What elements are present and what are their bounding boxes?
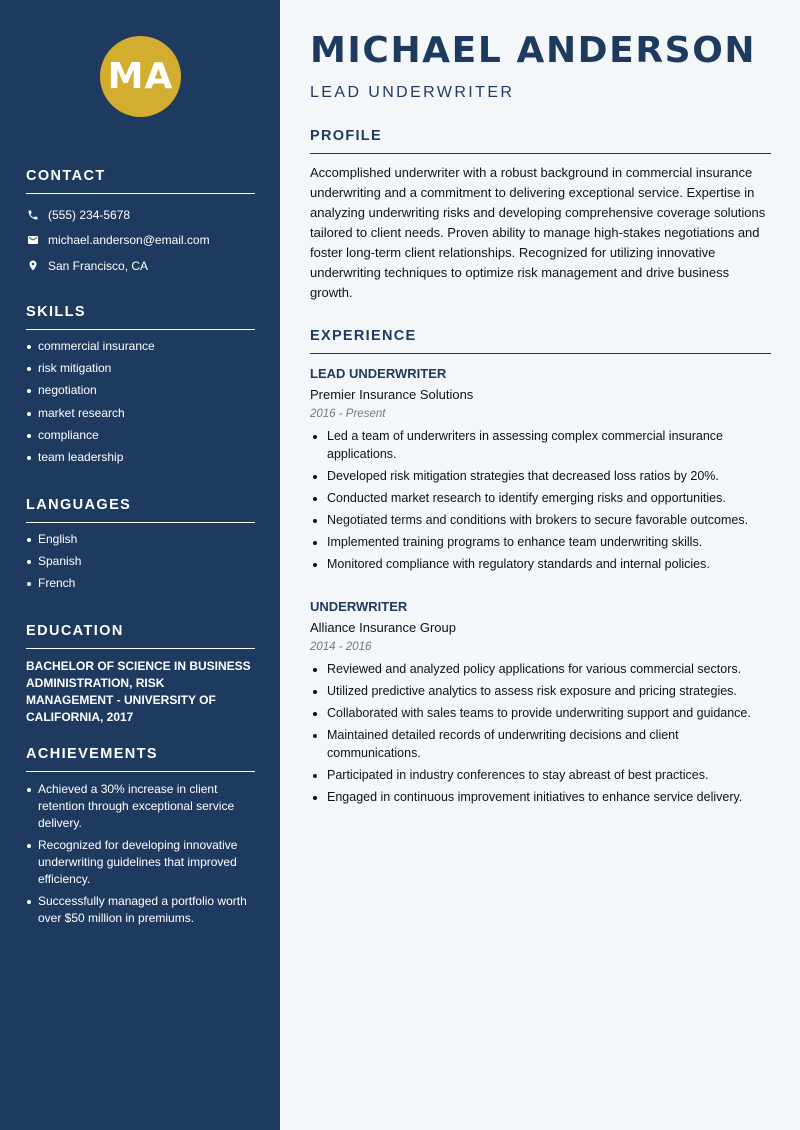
education-degree: BACHELOR OF SCIENCE IN BUSINESS ADMINISTRATION, RISK MANAGEMENT - UNIVERSITY OF CALIFORNIA, 2017: [26, 659, 251, 724]
languages-heading: LANGUAGES: [26, 497, 255, 523]
email-text: michael.anderson@email.com: [48, 233, 210, 248]
list-item: risk mitigation: [26, 360, 255, 377]
achievements-heading: ACHIEVEMENTS: [26, 746, 255, 772]
phone-icon: [26, 208, 40, 222]
sidebar: [0, 0, 280, 1130]
list-item: Monitored compliance with regulatory standards and internal policies.: [310, 556, 771, 574]
list-item: Engaged in continuous improvement initiatives to enhance service delivery.: [310, 789, 771, 807]
skills-heading: SKILLS: [26, 304, 255, 330]
list-item: compliance: [26, 427, 255, 444]
location-pin-icon: [26, 259, 40, 273]
skills-list: [26, 338, 255, 466]
contact-email: [26, 228, 255, 254]
candidate-title: LEAD UNDERWRITER: [310, 84, 515, 101]
skills-section: [26, 304, 255, 471]
job-title: UNDERWRITER: [310, 599, 408, 614]
list-item: Spanish: [26, 553, 255, 570]
profile-heading: PROFILE: [310, 128, 771, 154]
languages-list: [26, 531, 255, 592]
list-item: French: [26, 575, 255, 592]
job-bullets: [310, 661, 771, 806]
achievements-list: [26, 781, 255, 927]
contact-location: [26, 253, 255, 279]
achievements-section: [26, 746, 255, 933]
candidate-name: MICHAEL ANDERSON: [310, 30, 757, 71]
job-bullets: [310, 428, 771, 573]
email-icon: [26, 233, 40, 247]
contact-heading: CONTACT: [26, 168, 255, 194]
avatar: [100, 36, 181, 117]
list-item: English: [26, 531, 255, 548]
job-entry: [310, 599, 771, 811]
contact-list: [26, 202, 255, 279]
education-section: [26, 623, 255, 726]
list-item: Utilized predictive analytics to assess risk exposure and pricing strategies.: [310, 683, 771, 701]
list-item: Maintained detailed records of underwriting decisions and client communications.: [310, 727, 771, 762]
list-item: Negotiated terms and conditions with brokers to secure favorable outcomes.: [310, 512, 771, 530]
list-item: Implemented training programs to enhance team underwriting skills.: [310, 534, 771, 552]
list-item: Participated in industry conferences to stay abreast of best practices.: [310, 767, 771, 785]
experience-heading: EXPERIENCE: [310, 328, 771, 354]
list-item: Conducted market research to identify emerging risks and opportunities.: [310, 490, 771, 508]
contact-phone: [26, 202, 255, 228]
list-item: Reviewed and analyzed policy applications for various commercial sectors.: [310, 661, 771, 679]
list-item: Led a team of underwriters in assessing complex commercial insurance applications.: [310, 428, 771, 463]
education-heading: EDUCATION: [26, 623, 255, 649]
phone-text: (555) 234-5678: [48, 207, 131, 222]
list-item: Collaborated with sales teams to provide underwriting support and guidance.: [310, 705, 771, 723]
job-company: Premier Insurance Solutions: [310, 387, 474, 402]
contact-section: [26, 168, 255, 279]
avatar-initials: MA: [107, 56, 174, 97]
job-title: LEAD UNDERWRITER: [310, 366, 447, 381]
list-item: Recognized for developing innovative underwriting guidelines that improved efficiency.: [26, 837, 255, 888]
job-dates: 2016 - Present: [310, 408, 386, 420]
list-item: commercial insurance: [26, 338, 255, 355]
list-item: Successfully managed a portfolio worth over $50 million in premiums.: [26, 893, 255, 927]
list-item: team leadership: [26, 449, 255, 466]
job-company: Alliance Insurance Group: [310, 620, 456, 635]
job-dates: 2014 - 2016: [310, 641, 372, 653]
list-item: market research: [26, 405, 255, 422]
job-entry: [310, 366, 771, 578]
location-text: San Francisco, CA: [48, 258, 149, 273]
list-item: Developed risk mitigation strategies that decreased loss ratios by 20%.: [310, 468, 771, 486]
list-item: negotiation: [26, 382, 255, 399]
list-item: Achieved a 30% increase in client retention through exceptional service delivery.: [26, 781, 255, 832]
languages-section: [26, 497, 255, 598]
profile-text: Accomplished underwriter with a robust background in commercial insurance underwriting and a commitment to delivering exceptional service. Expertise in analyzing underwriting risks and developing comprehensive coverage solutions tailored to client needs. Proven ability to manage high-stakes negotiations and foster long-term client relationships. Recognized for utilizing innovative underwriting techniques to optimize risk management and drive business growth.: [310, 165, 766, 300]
